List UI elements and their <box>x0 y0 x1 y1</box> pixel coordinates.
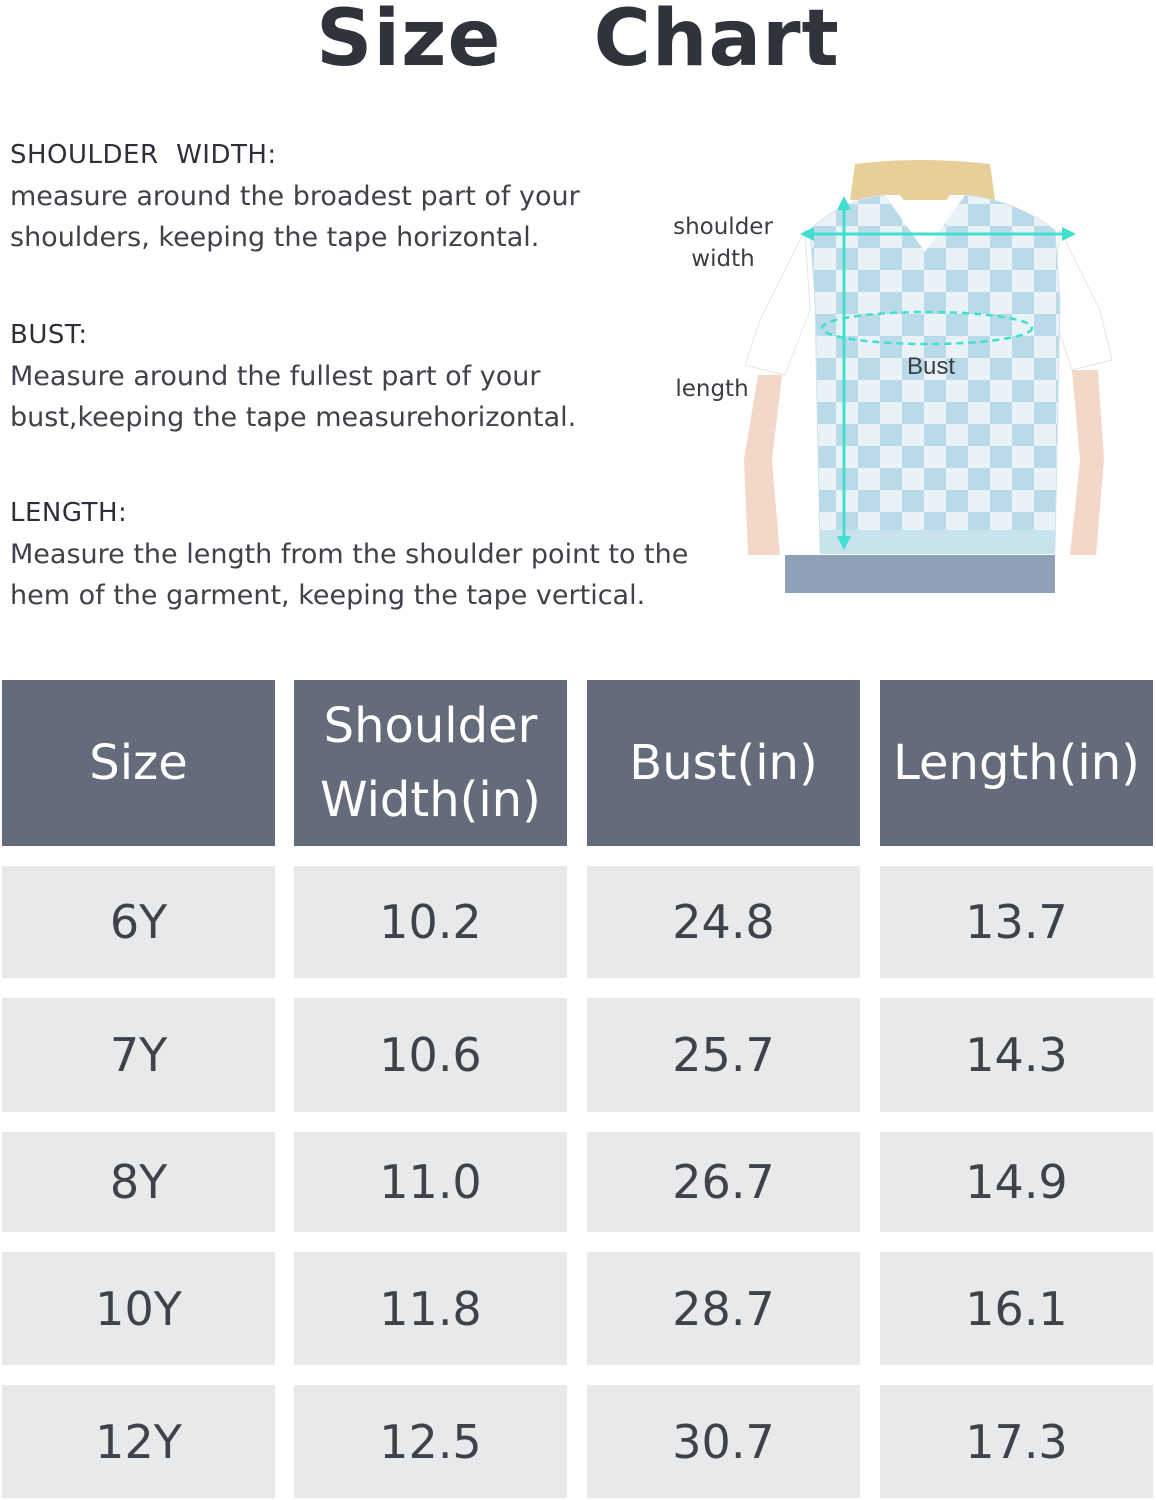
page-title: Size Chart <box>316 0 840 84</box>
table-cell-length: 13.7 <box>880 866 1153 978</box>
right-sleeve <box>1052 230 1112 370</box>
bust-heading: BUST: <box>10 320 88 350</box>
table-cell-bust: 30.7 <box>587 1385 860 1498</box>
table-cell-shoulder-width: 12.5 <box>294 1385 567 1498</box>
header-cell-length: Length(in) <box>880 680 1153 846</box>
length-label: length <box>675 376 749 402</box>
table-cell-size: 7Y <box>2 998 275 1112</box>
shoulder-description <box>10 176 580 258</box>
jeans <box>785 555 1055 593</box>
table-cell-length: 14.9 <box>880 1132 1153 1232</box>
length-line-1: Measure the length from the shoulder point to the <box>10 539 689 570</box>
shoulder-label-line-2: width <box>691 246 755 272</box>
table-cell-bust: 25.7 <box>587 998 860 1112</box>
table-cell-size: 8Y <box>2 1132 275 1232</box>
table-cell-length: 17.3 <box>880 1385 1153 1498</box>
bust-guide <box>10 320 576 438</box>
header-shoulder-text <box>320 696 541 830</box>
header-shoulder-line-2: Width(in) <box>320 772 541 828</box>
measurement-figure <box>660 160 1130 600</box>
right-arm <box>1070 370 1104 555</box>
shoulder-guide <box>10 140 580 258</box>
table-cell-size: 6Y <box>2 866 275 978</box>
length-description <box>10 534 688 616</box>
shoulder-label-line-1: shoulder <box>673 214 773 240</box>
length-line-2: hem of the garment, keeping the tape vertical. <box>10 580 646 611</box>
header-cell-bust: Bust(in) <box>587 680 860 846</box>
shoulder-line-2: shoulders, keeping the tape horizontal. <box>10 222 540 253</box>
table-cell-size: 12Y <box>2 1385 275 1498</box>
table-cell-bust: 26.7 <box>587 1132 860 1232</box>
length-heading: LENGTH: <box>10 498 128 528</box>
length-arrow-top-head <box>837 196 851 210</box>
table-cell-shoulder-width: 10.6 <box>294 998 567 1112</box>
table-cell-length: 14.3 <box>880 998 1153 1112</box>
table-cell-shoulder-width: 11.0 <box>294 1132 567 1232</box>
header-shoulder-line-1: Shoulder <box>323 698 538 754</box>
bust-label: Bust <box>906 353 956 380</box>
table-cell-shoulder-width: 11.8 <box>294 1252 567 1365</box>
table-cell-bust: 24.8 <box>587 866 860 978</box>
shoulder-line-1: measure around the broadest part of your <box>10 181 580 212</box>
hair <box>850 160 995 200</box>
table-cell-bust: 28.7 <box>587 1252 860 1365</box>
shoulder-arrow-right-head <box>1062 227 1076 241</box>
length-guide <box>10 498 688 616</box>
table-cell-length: 16.1 <box>880 1252 1153 1365</box>
shoulder-width-label <box>668 211 778 275</box>
bust-description <box>10 356 576 438</box>
vest-hem <box>820 530 1055 554</box>
bust-line-1: Measure around the fullest part of your <box>10 361 541 392</box>
bust-line-2: bust,keeping the tape measurehorizontal. <box>10 402 577 433</box>
table-cell-size: 10Y <box>2 1252 275 1365</box>
table-cell-shoulder-width: 10.2 <box>294 866 567 978</box>
header-cell-size: Size <box>2 680 275 846</box>
header-cell-shoulder-width <box>294 680 567 846</box>
shoulder-heading: SHOULDER WIDTH: <box>10 140 277 170</box>
